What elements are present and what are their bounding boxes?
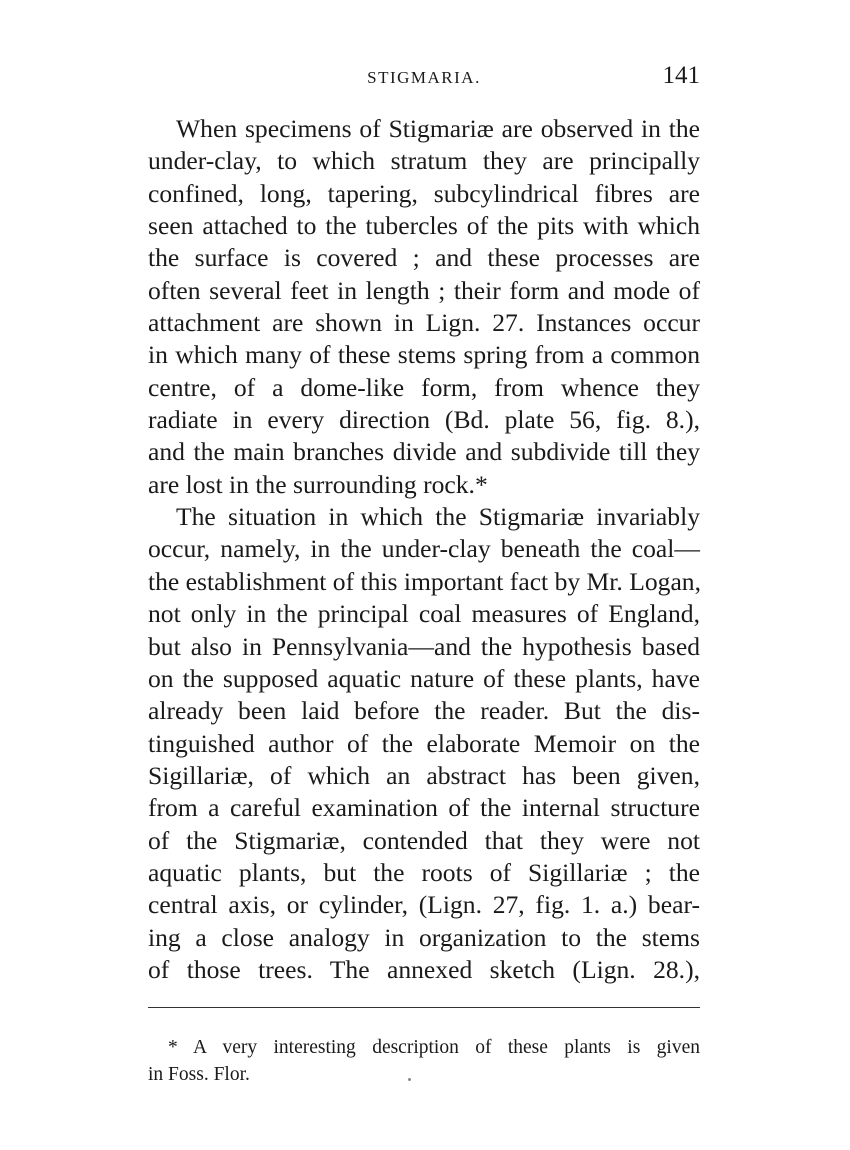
text-line: often several feet in length ; their form and mode of <box>148 275 700 305</box>
text-line: occur, namely, in the under-clay beneath the coal— <box>148 534 700 564</box>
text-line: attachment are shown in Lign. 27. Instances occur <box>148 308 700 338</box>
text-line: Sigillariæ, of which an abstract has been given, <box>148 760 700 790</box>
footnote-rule <box>148 1007 700 1008</box>
text-line: aquatic plants, but the roots of Sigillariæ ; the <box>148 857 700 887</box>
page-number: 141 <box>662 62 700 89</box>
footnote-line: * A very interesting description of these plants is given <box>168 1037 700 1058</box>
text-line: seen attached to the tubercles of the pits with which <box>148 211 700 241</box>
footnote <box>148 1034 700 1088</box>
text-line: centre, of a dome-like form, from whence they <box>148 372 700 402</box>
text-line: When specimens of Stigmariæ are observed in the <box>176 114 700 143</box>
text-line: not only in the principal coal measures of England, <box>148 599 700 629</box>
text-line: under-clay, to which stratum they are principally <box>148 146 700 176</box>
text-line: but also in Pennsylvania—and the hypothesis based <box>148 631 700 661</box>
text-line: in which many of these stems spring from a common <box>148 340 700 370</box>
text-line: the establishment of this important fact by Mr. Logan, <box>148 566 702 596</box>
text-line: The situation in which the Stigmariæ invariably <box>176 502 700 532</box>
text-line: and the main branches divide and subdivide till they <box>148 437 700 467</box>
running-title: STIGMARIA. <box>367 68 481 87</box>
scan-speck <box>408 1078 411 1081</box>
text-line: central axis, or cylinder, (Lign. 27, fig. 1. a.) bear- <box>148 890 700 920</box>
footnote-line: in Foss. Flor. <box>148 1064 250 1085</box>
text-line: of those trees. The annexed sketch (Lign. 28.), <box>148 954 700 984</box>
text-line: from a careful examination of the internal structure <box>148 793 700 823</box>
text-line: already been laid before the reader. But the dis- <box>148 696 700 726</box>
text-line: ing a close analogy in organization to the stems <box>148 922 700 952</box>
text-line: tinguished author of the elaborate Memoir on the <box>148 728 700 758</box>
text-line: the surface is covered ; and these processes are <box>148 243 700 273</box>
running-head <box>148 62 700 98</box>
text-line: of the Stigmariæ, contended that they were not <box>148 825 700 855</box>
text-line: are lost in the surrounding rock.* <box>148 469 488 499</box>
text-line: confined, long, tapering, subcylindrical fibres are <box>148 178 700 208</box>
body-text <box>148 113 700 986</box>
text-line: on the supposed aquatic nature of these plants, have <box>148 663 700 693</box>
text-line: radiate in every direction (Bd. plate 56, fig. 8.), <box>148 405 700 435</box>
